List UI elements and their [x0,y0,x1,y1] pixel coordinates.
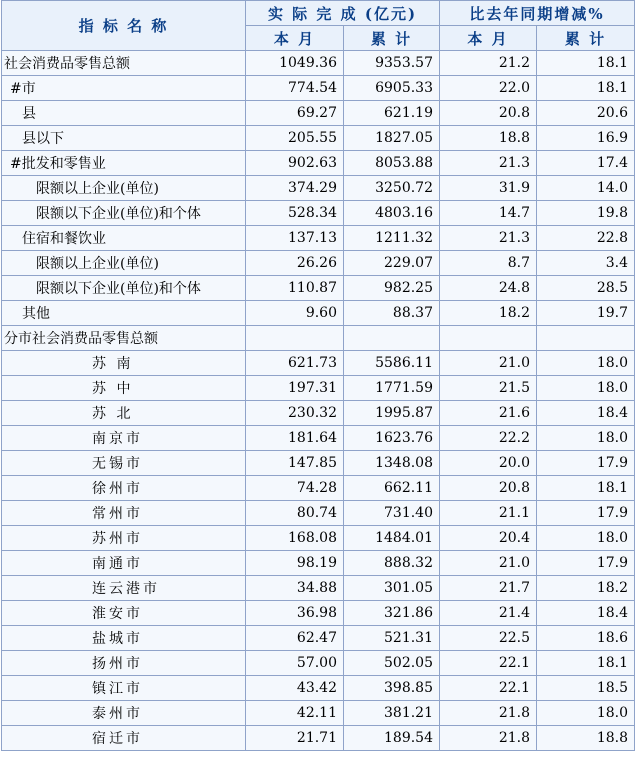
cell-cumulative-value: 321.86 [344,601,440,626]
cell-cumulative-growth: 17.4 [537,151,635,176]
cell-month-growth: 21.6 [440,401,537,426]
cell-cumulative-value: 189.54 [344,726,440,751]
cell-month-value: 528.34 [246,201,344,226]
cell-cumulative-value: 1484.01 [344,526,440,551]
table-row [2,551,635,576]
table-row [2,626,635,651]
cell-cumulative-value: 6905.33 [344,76,440,101]
row-label: 淮安市 [2,601,246,626]
row-label: 扬州市 [2,651,246,676]
cell-month-value: 181.64 [246,426,344,451]
cell-month-value: 62.47 [246,626,344,651]
row-label: 县 [2,101,246,126]
cell-month-value: 21.71 [246,726,344,751]
cell-month-growth: 22.1 [440,676,537,701]
row-label: 南京市 [2,426,246,451]
cell-month-growth: 18.8 [440,126,537,151]
cell-cumulative-growth: 3.4 [537,251,635,276]
row-label: 宿迁市 [2,726,246,751]
cell-cumulative-value: 3250.72 [344,176,440,201]
cell-month-growth: 21.5 [440,376,537,401]
cell-cumulative-growth: 18.4 [537,601,635,626]
row-label: #批发和零售业 [2,151,246,176]
row-label: 苏 北 [2,401,246,426]
row-label: 其他 [2,301,246,326]
table-row [2,276,635,301]
row-label: 镇江市 [2,676,246,701]
cell-cumulative-growth: 18.1 [537,476,635,501]
cell-cumulative-growth: 18.1 [537,651,635,676]
cell-month-value: 74.28 [246,476,344,501]
cell-month-value: 34.88 [246,576,344,601]
cell-cumulative-value [344,326,440,351]
header-growth-month: 本 月 [440,26,537,51]
table-row [2,501,635,526]
cell-cumulative-growth: 18.8 [537,726,635,751]
row-label: 限额以上企业(单位) [2,251,246,276]
row-label: 徐州市 [2,476,246,501]
table-row [2,526,635,551]
cell-month-value: 69.27 [246,101,344,126]
cell-cumulative-growth: 22.8 [537,226,635,251]
cell-month-value: 110.87 [246,276,344,301]
header-actual-cumulative: 累 计 [344,26,440,51]
cell-month-growth: 21.1 [440,501,537,526]
table-row [2,101,635,126]
cell-month-growth: 14.7 [440,201,537,226]
cell-month-growth: 22.1 [440,651,537,676]
cell-month-growth: 21.8 [440,701,537,726]
cell-cumulative-value: 9353.57 [344,51,440,76]
table-row [2,676,635,701]
cell-month-value: 9.60 [246,301,344,326]
cell-cumulative-growth: 18.5 [537,676,635,701]
cell-cumulative-value: 662.11 [344,476,440,501]
cell-month-growth: 24.8 [440,276,537,301]
cell-month-growth: 22.5 [440,626,537,651]
row-label: 连云港市 [2,576,246,601]
row-label: 苏 中 [2,376,246,401]
cell-cumulative-growth: 14.0 [537,176,635,201]
row-label: 分市社会消费品零售总额 [2,326,246,351]
cell-cumulative-value: 521.31 [344,626,440,651]
cell-month-value: 98.19 [246,551,344,576]
table-row [2,651,635,676]
cell-month-value: 80.74 [246,501,344,526]
cell-month-value: 1049.36 [246,51,344,76]
cell-cumulative-value: 1827.05 [344,126,440,151]
header-growth-group: 比去年同期增减% [440,1,635,26]
cell-cumulative-growth: 18.6 [537,626,635,651]
table-row [2,51,635,76]
cell-cumulative-growth: 18.0 [537,376,635,401]
cell-cumulative-growth: 17.9 [537,451,635,476]
cell-month-value: 57.00 [246,651,344,676]
cell-cumulative-value: 301.05 [344,576,440,601]
cell-cumulative-growth: 28.5 [537,276,635,301]
cell-cumulative-value: 88.37 [344,301,440,326]
row-label: 限额以下企业(单位)和个体 [2,276,246,301]
table-row [2,251,635,276]
cell-month-growth: 31.9 [440,176,537,201]
cell-month-value: 137.13 [246,226,344,251]
cell-month-growth: 22.0 [440,76,537,101]
cell-cumulative-growth: 18.0 [537,426,635,451]
row-label: 苏 南 [2,351,246,376]
cell-month-value: 902.63 [246,151,344,176]
row-label: 县以下 [2,126,246,151]
cell-cumulative-value: 888.32 [344,551,440,576]
cell-cumulative-value: 4803.16 [344,201,440,226]
cell-cumulative-growth: 18.0 [537,701,635,726]
cell-month-growth: 22.2 [440,426,537,451]
cell-cumulative-growth: 17.9 [537,551,635,576]
cell-cumulative-growth: 19.7 [537,301,635,326]
cell-month-value: 42.11 [246,701,344,726]
cell-cumulative-growth: 18.0 [537,351,635,376]
cell-cumulative-value: 1623.76 [344,426,440,451]
cell-month-value: 774.54 [246,76,344,101]
table-row [2,126,635,151]
cell-cumulative-value: 1211.32 [344,226,440,251]
cell-month-growth: 20.4 [440,526,537,551]
table-row [2,76,635,101]
row-label: 常州市 [2,501,246,526]
cell-month-value: 197.31 [246,376,344,401]
row-label: 限额以上企业(单位) [2,176,246,201]
cell-cumulative-growth: 19.8 [537,201,635,226]
cell-cumulative-growth [537,326,635,351]
cell-cumulative-value: 1995.87 [344,401,440,426]
cell-month-value: 205.55 [246,126,344,151]
cell-cumulative-growth: 18.2 [537,576,635,601]
cell-month-value: 621.73 [246,351,344,376]
cell-cumulative-growth: 18.1 [537,51,635,76]
cell-cumulative-value: 1348.08 [344,451,440,476]
cell-month-growth: 21.2 [440,51,537,76]
cell-month-growth [440,326,537,351]
cell-month-value [246,326,344,351]
cell-cumulative-value: 5586.11 [344,351,440,376]
cell-month-growth: 21.3 [440,151,537,176]
cell-cumulative-growth: 18.1 [537,76,635,101]
row-label: 住宿和餐饮业 [2,226,246,251]
cell-month-value: 147.85 [246,451,344,476]
row-label: 泰州市 [2,701,246,726]
table-row [2,576,635,601]
table-row [2,451,635,476]
cell-month-growth: 21.4 [440,601,537,626]
table-row [2,701,635,726]
cell-cumulative-growth: 16.9 [537,126,635,151]
row-label: 盐城市 [2,626,246,651]
table-row [2,401,635,426]
cell-month-value: 43.42 [246,676,344,701]
row-label: 社会消费品零售总额 [2,51,246,76]
cell-cumulative-value: 982.25 [344,276,440,301]
cell-month-growth: 20.8 [440,476,537,501]
cell-month-value: 168.08 [246,526,344,551]
cell-cumulative-value: 621.19 [344,101,440,126]
cell-month-growth: 20.8 [440,101,537,126]
cell-month-value: 26.26 [246,251,344,276]
table-row [2,426,635,451]
header-growth-cumulative: 累 计 [537,26,635,51]
cell-cumulative-value: 502.05 [344,651,440,676]
row-label: #市 [2,76,246,101]
cell-month-growth: 21.0 [440,551,537,576]
cell-cumulative-value: 1771.59 [344,376,440,401]
header-indicator-name: 指 标 名 称 [2,1,246,51]
row-label: 限额以下企业(单位)和个体 [2,201,246,226]
cell-cumulative-value: 731.40 [344,501,440,526]
row-label: 无锡市 [2,451,246,476]
table-row [2,176,635,201]
table-row [2,726,635,751]
cell-month-value: 374.29 [246,176,344,201]
header-actual-month: 本 月 [246,26,344,51]
table-row [2,376,635,401]
table-row [2,201,635,226]
table-row [2,326,635,351]
cell-month-growth: 21.7 [440,576,537,601]
table-row [2,301,635,326]
row-label: 苏州市 [2,526,246,551]
cell-cumulative-growth: 20.6 [537,101,635,126]
cell-month-growth: 21.0 [440,351,537,376]
cell-cumulative-growth: 18.4 [537,401,635,426]
cell-month-value: 36.98 [246,601,344,626]
cell-cumulative-value: 8053.88 [344,151,440,176]
cell-month-value: 230.32 [246,401,344,426]
cell-cumulative-value: 229.07 [344,251,440,276]
cell-cumulative-value: 381.21 [344,701,440,726]
table-row [2,351,635,376]
cell-cumulative-growth: 18.0 [537,526,635,551]
table-row [2,601,635,626]
cell-cumulative-value: 398.85 [344,676,440,701]
table-row [2,151,635,176]
cell-cumulative-growth: 17.9 [537,501,635,526]
row-label: 南通市 [2,551,246,576]
cell-month-growth: 21.3 [440,226,537,251]
cell-month-growth: 20.0 [440,451,537,476]
header-actual-group: 实 际 完 成 (亿元) [246,1,440,26]
cell-month-growth: 21.8 [440,726,537,751]
retail-sales-table [1,0,635,751]
table-row [2,476,635,501]
cell-month-growth: 8.7 [440,251,537,276]
table-row [2,226,635,251]
cell-month-growth: 18.2 [440,301,537,326]
